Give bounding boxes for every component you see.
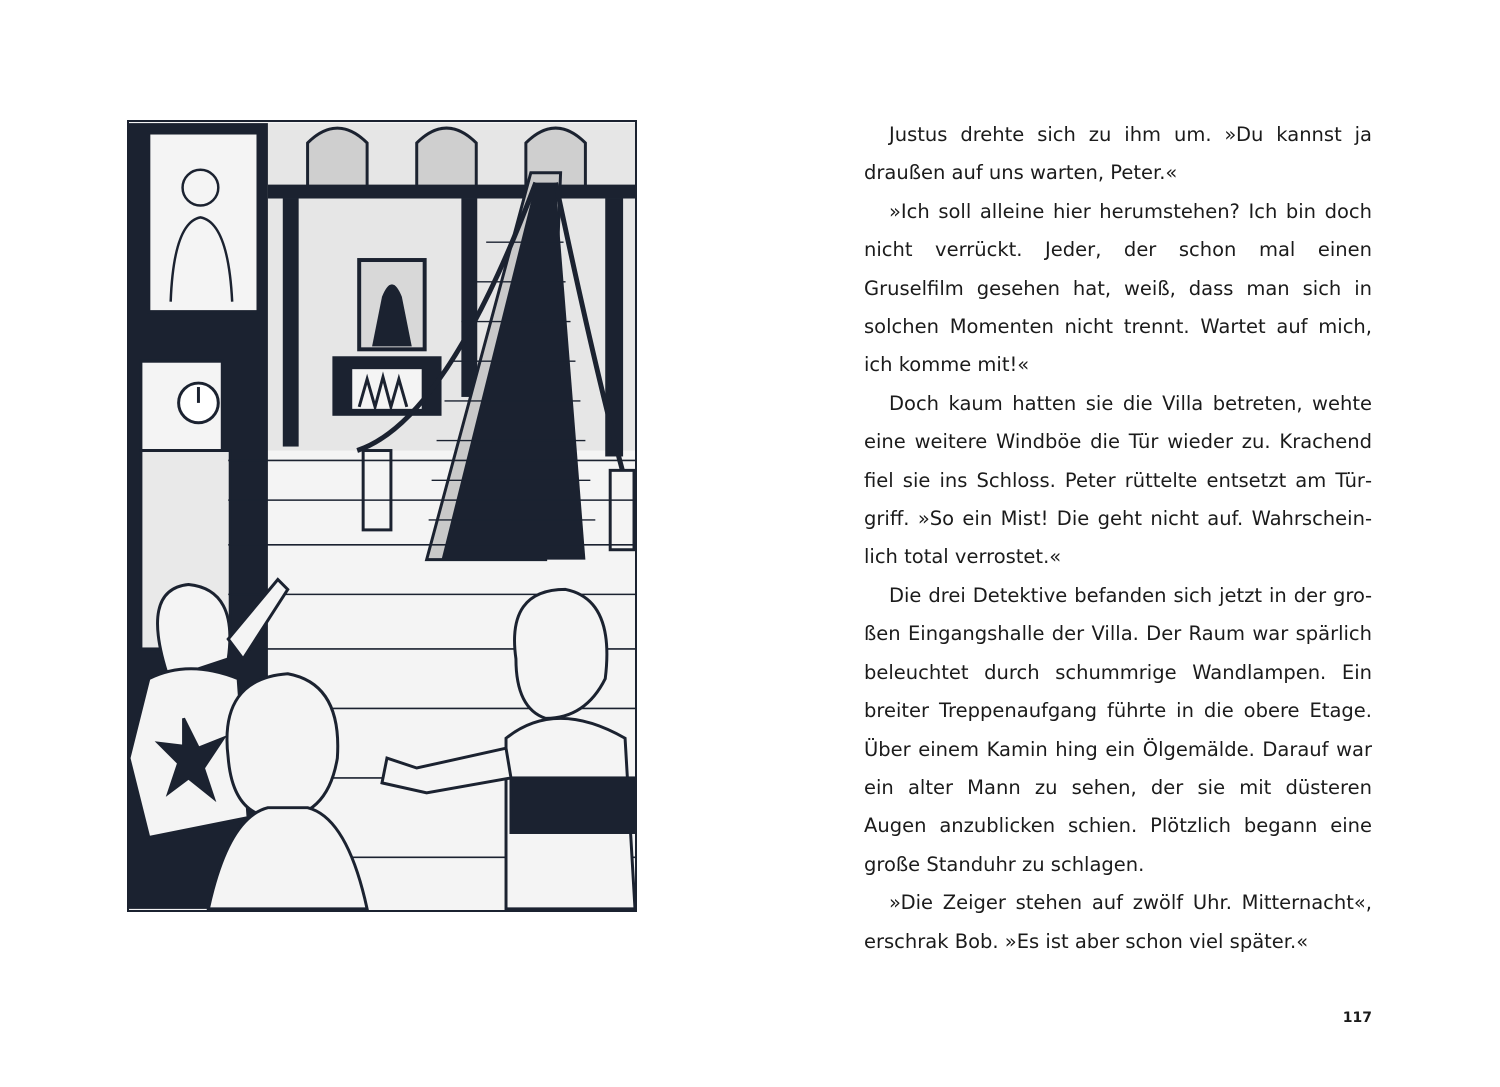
- paragraph: Doch kaum hatten sie die Villa betreten, wehte eine weitere Windböe die Tür wieder zu. Krachend fiel sie ins Schloss. Peter rüttelte entsetzt am Türgriff. »So ein Mist! Die geht nicht auf. Wahrscheinlich total verrostet.«: [864, 391, 1372, 569]
- paragraph: Die drei Detektive befanden sich jetzt in der großen Eingangshalle der Villa. Der Raum war spärlich beleuchtet durch schummrige Wandlampen. Ein breiter Treppenaufgang führte in die obere Etage. Über einem Kamin hing ein Ölgemälde. Darauf war ein alter Mann zu sehen, der sie mit düsteren Augen anzublicken schien. Plötzlich begann eine große Standuhr zu schlagen.: [864, 583, 1372, 876]
- paragraph: »Ich soll alleine hier herumstehen? Ich bin doch nicht verrückt. Jeder, der schon mal einen Gruselfilm gesehen hat, weiß, dass man sich in solchen Momenten nicht trennt. Wartet auf mich, ich komme mit!«: [864, 199, 1372, 377]
- haunted-hall-drawing: [129, 122, 635, 910]
- page-number: 117: [1342, 1010, 1372, 1026]
- paragraph: Justus drehte sich zu ihm um. »Du kannst ja draußen auf uns warten, Peter.«: [864, 123, 1372, 185]
- paragraph: »Die Zeiger stehen auf zwölf Uhr. Mitternacht«, erschrak Bob. »Es ist aber schon viel später.«: [864, 891, 1372, 953]
- comic-illustration: [127, 120, 637, 912]
- body-text: [864, 116, 1372, 961]
